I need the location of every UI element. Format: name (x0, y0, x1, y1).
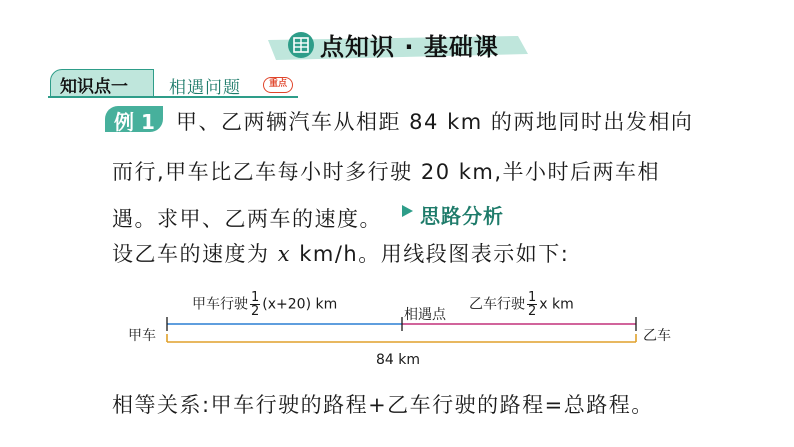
key-point-badge: 重点 (263, 77, 293, 93)
fraction-half: $\frac{1}{2}$ (251, 290, 260, 319)
fraction-half: $\frac{1}{2}$ (528, 290, 537, 319)
left-segment-label: 甲车行驶 $\frac{1}{2}$ (x+20) km (192, 290, 338, 319)
page-title: 点知识 · 基础课 (320, 33, 499, 61)
example-badge-label: 例 1 (114, 110, 155, 134)
equality-relation: 相等关系:甲车行驶的路程+乙车行驶的路程=总路程。 (112, 393, 654, 417)
section-topic: 相遇问题 (169, 78, 241, 98)
example-line-3: 遇。求甲、乙两车的速度。 (112, 207, 382, 231)
example-line-2: 而行,甲车比乙车每小时多行驶 20 km,半小时后两车相 (112, 160, 661, 184)
meet-point-label: 相遇点 (404, 307, 446, 323)
analysis-label: 思路分析 (420, 204, 504, 228)
variable-x: x (277, 242, 292, 266)
right-segment-label: 乙车行驶 $\frac{1}{2}$ x km (469, 290, 574, 319)
section-tag-label: 知识点一 (60, 77, 128, 97)
total-distance-label: 84 km (376, 352, 421, 368)
left-end-label: 甲车 (128, 328, 156, 344)
right-end-label: 乙车 (643, 328, 671, 344)
example-line-1: 甲、乙两辆汽车从相距 84 km 的两地同时出发相向 (176, 110, 694, 134)
solution-setup: 设乙车的速度为 x km/h。用线段图表示如下: (112, 242, 570, 266)
